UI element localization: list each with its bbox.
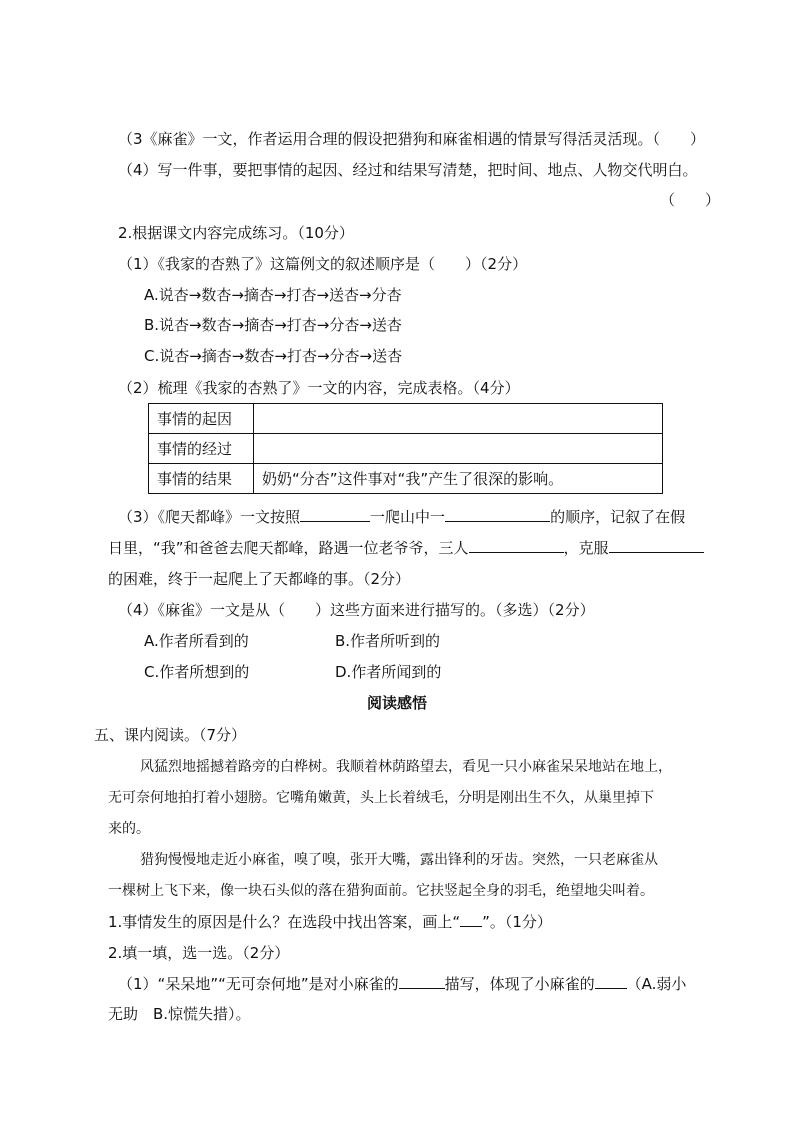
answer-blank[interactable] [445,506,550,522]
events-table [148,403,663,494]
question-2-3-line1 [118,506,685,528]
text: ，克服 [563,539,609,557]
question-2-2: （2）梳理《我家的杏熟了》一文的内容，完成表格。（4分） [118,379,520,397]
question-2-3-line3: 的困难，终于一起爬上了天都峰的事。（2分） [108,570,411,588]
judgement-item-4-paren: （ ） [660,191,721,209]
question-2-title: 2.根据课文内容完成练习。（10分） [118,224,354,242]
passage-line: 来的。 [108,821,150,837]
reading-question-2: 2.填一填，选一选。（2分） [108,944,290,962]
answer-blank[interactable] [595,973,627,989]
passage-line: 风猛烈地摇撼着路旁的白桦树。我顺着林荫路望去，看见一只小麻雀呆呆地站在地上， [140,759,672,775]
option-a: A.作者所看到的 [144,632,249,650]
reading-question-2-1-line1 [118,973,686,995]
passage-line: 猎狗慢慢地走近小麻雀，嗅了嗅，张开大嘴，露出锋利的牙齿。突然，一只老麻雀从 [140,852,658,868]
passage-line: 无可奈何地拍打着小翅膀。它嘴角嫩黄，头上长着绒毛，分明是刚出生不久，从巢里掉下 [108,790,654,806]
table-row [149,434,663,464]
text: 的顺序，记叙了在假 [550,508,686,526]
judgement-item-4: （4）写一件事，要把事情的起因、经过和结果写清楚，把时间、地点、人物交代明白。 [118,161,698,179]
text: 描写，体现了小麻雀的 [444,975,595,993]
answer-blank[interactable] [609,537,704,553]
row-value[interactable] [254,404,663,434]
question-2-4: （4）《麻雀》一文是从（ ）这些方面来进行描写的。（多选）（2分） [118,601,595,619]
row-value[interactable] [254,434,663,464]
underline-sample [460,911,482,927]
row-label: 事情的起因 [149,404,254,434]
option-b: B.作者所听到的 [335,632,441,650]
row-label: 事情的经过 [149,434,254,464]
question-5-title: 五、课内阅读。（7分） [94,726,247,744]
text: （1）“呆呆地”“无可奈何地”是对小麻雀的 [118,975,399,993]
text: （A.弱小 [626,975,687,993]
row-value: 奶奶“分杏”这件事对“我”产生了很深的影响。 [254,464,663,494]
option-b: B.说杏→数杏→摘杏→打杏→分杏→送杏 [144,316,402,334]
text: 一爬山中一 [370,508,446,526]
passage-line: 一棵树上飞下来，像一块石头似的落在猎狗面前。它扶竖起全身的羽毛，绝望地尖叫着。 [108,883,654,899]
reading-question-1 [108,911,552,933]
table-row [149,464,663,494]
option-c: C.作者所想到的 [144,663,250,681]
reading-question-2-1-line2: 无助 B.惊慌失措）。 [108,1005,251,1023]
question-2-1: （1）《我家的杏熟了》这篇例文的叙述顺序是（ ）（2分） [118,255,528,273]
option-d: D.作者所闻到的 [335,663,442,681]
row-label: 事情的结果 [149,464,254,494]
question-2-3-line2 [108,537,704,559]
judgement-item-3: （3《麻雀》一文，作者运用合理的假设把猎狗和麻雀相遇的情景写得活灵活现。（ ） [118,130,706,148]
text: （3）《爬天都峰》一文按照 [118,508,301,526]
option-c: C.说杏→摘杏→数杏→打杏→分杏→送杏 [144,347,403,365]
answer-blank[interactable] [399,973,445,989]
table-row [149,404,663,434]
text: 1.事情发生的原因是什么？在选段中找出答案，画上“ [108,913,461,931]
text: 日里，“我”和爸爸去爬天都峰，路遇一位老爷爷，三人 [108,539,469,557]
answer-blank[interactable] [300,506,370,522]
section-heading: 阅读感悟 [367,694,428,712]
option-a: A.说杏→数杏→摘杏→打杏→送杏→分杏 [144,286,402,304]
answer-blank[interactable] [469,537,564,553]
text: ”。（1分） [482,913,552,931]
